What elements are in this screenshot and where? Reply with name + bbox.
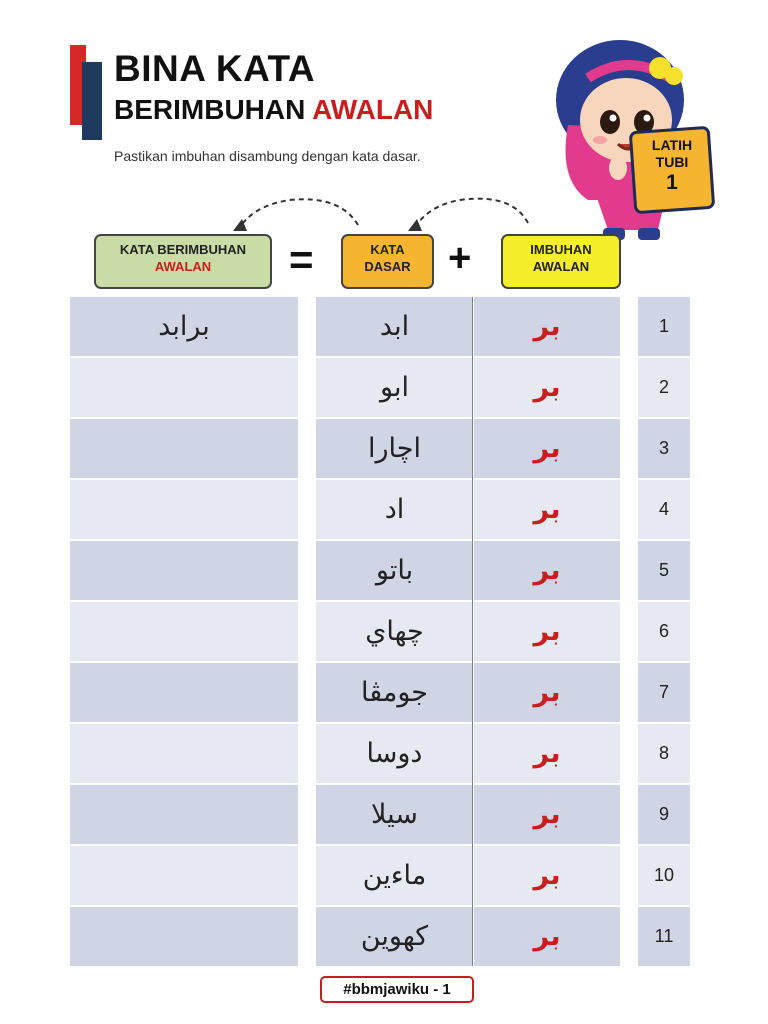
- kata-dasar-cell: ابو: [316, 358, 473, 417]
- row-number: 4: [638, 480, 690, 539]
- title-line-2: [114, 94, 433, 126]
- title-line-2-prefix: BERIMBUHAN: [114, 94, 313, 125]
- row-number: 11: [638, 907, 690, 966]
- kata-dasar-cell: دوسا: [316, 724, 473, 783]
- header-kata-berimbuhan-line1: KATA BERIMBUHAN: [119, 242, 247, 257]
- kata-dasar-cell: سيلا: [316, 785, 473, 844]
- table-row: [70, 785, 690, 846]
- header-imbuhan-line1: IMBUHAN: [530, 242, 592, 257]
- imbuhan-cell: بر: [474, 297, 620, 356]
- table-row: [70, 846, 690, 907]
- imbuhan-cell: بر: [474, 907, 620, 966]
- kata-dasar-cell: کهوين: [316, 907, 473, 966]
- row-number: 9: [638, 785, 690, 844]
- header-imbuhan-awalan: [501, 234, 621, 289]
- answer-cell[interactable]: [70, 785, 298, 844]
- answer-cell[interactable]: [70, 419, 298, 478]
- answer-cell[interactable]: [70, 480, 298, 539]
- row-number: 1: [638, 297, 690, 356]
- kata-dasar-cell: ماءين: [316, 846, 473, 905]
- row-number: 6: [638, 602, 690, 661]
- answer-cell[interactable]: برابد: [70, 297, 298, 356]
- badge-number: 1: [666, 171, 678, 194]
- header-kata-dasar: [341, 234, 434, 289]
- title-line-2-accent: AWALAN: [312, 94, 434, 125]
- plus-sign: +: [448, 236, 472, 280]
- header-kata-berimbuhan-line2: AWALAN: [154, 259, 212, 274]
- kata-dasar-cell: ابد: [316, 297, 473, 356]
- instruction-text: Pastikan imbuhan disambung dengan kata dasar.: [114, 148, 421, 164]
- equals-sign: =: [289, 236, 314, 283]
- imbuhan-cell: بر: [474, 724, 620, 783]
- answer-cell[interactable]: [70, 907, 298, 966]
- answer-cell[interactable]: [70, 602, 298, 661]
- row-number: 8: [638, 724, 690, 783]
- answer-cell[interactable]: [70, 541, 298, 600]
- answer-cell[interactable]: [70, 846, 298, 905]
- table-row: [70, 541, 690, 602]
- row-number: 7: [638, 663, 690, 722]
- row-number: 10: [638, 846, 690, 905]
- badge-latih-tubi: [642, 137, 702, 195]
- imbuhan-cell: بر: [474, 541, 620, 600]
- title-line-1: BINA KATA: [114, 48, 316, 89]
- table-row: [70, 724, 690, 785]
- kata-dasar-cell: باتو: [316, 541, 473, 600]
- row-number: 3: [638, 419, 690, 478]
- column-divider: [472, 297, 473, 966]
- table-row: [70, 602, 690, 663]
- kata-dasar-cell: اچارا: [316, 419, 473, 478]
- imbuhan-cell: بر: [474, 358, 620, 417]
- table-row: [70, 297, 690, 358]
- imbuhan-cell: بر: [474, 663, 620, 722]
- table-row: [70, 663, 690, 724]
- kata-dasar-cell: جومڤا: [316, 663, 473, 722]
- answer-cell[interactable]: [70, 724, 298, 783]
- header-imbuhan-line2: AWALAN: [532, 259, 590, 274]
- imbuhan-cell: بر: [474, 846, 620, 905]
- header-kata-dasar-line1: KATA: [370, 242, 405, 257]
- imbuhan-cell: بر: [474, 785, 620, 844]
- table-row: [70, 480, 690, 541]
- table-row: [70, 358, 690, 419]
- imbuhan-cell: بر: [474, 602, 620, 661]
- header-kata-dasar-line2: DASAR: [364, 259, 411, 274]
- title-accent-bar-navy: [82, 62, 102, 140]
- row-number: 2: [638, 358, 690, 417]
- header-kata-berimbuhan: [94, 234, 272, 289]
- row-number: 5: [638, 541, 690, 600]
- table-row: [70, 419, 690, 480]
- kata-dasar-cell: چهاي: [316, 602, 473, 661]
- badge-line-1: LATIH: [651, 137, 693, 153]
- footer-tag: #bbmjawiku - 1: [320, 976, 474, 1003]
- answer-cell[interactable]: [70, 663, 298, 722]
- imbuhan-cell: بر: [474, 480, 620, 539]
- kata-dasar-cell: اد: [316, 480, 473, 539]
- badge-line-2: TUBI: [655, 154, 689, 170]
- imbuhan-cell: بر: [474, 419, 620, 478]
- table-row: [70, 907, 690, 968]
- answer-cell[interactable]: [70, 358, 298, 417]
